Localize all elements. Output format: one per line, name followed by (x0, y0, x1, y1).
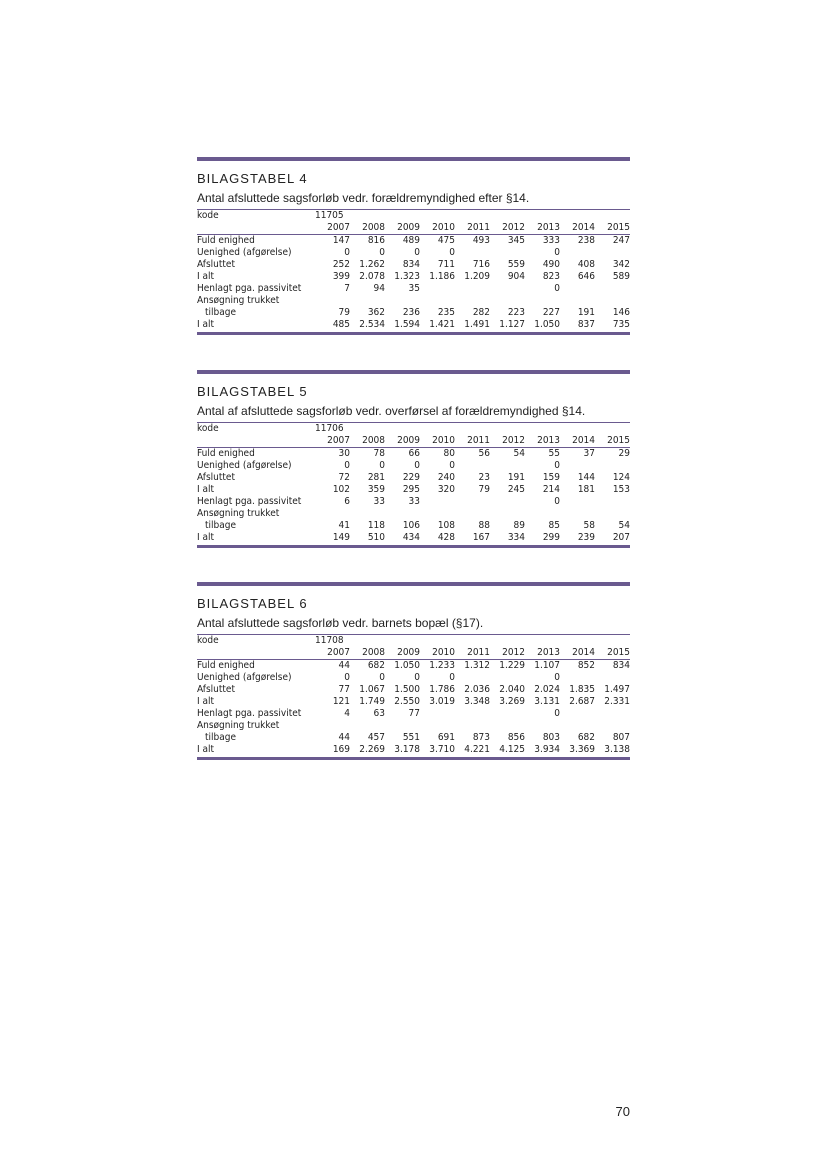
cell-value: 0 (449, 460, 455, 471)
cell-value: 33 (373, 496, 385, 507)
cell-value: 0 (554, 283, 560, 294)
row-label: I alt (197, 696, 215, 707)
cell-value (595, 672, 630, 684)
table-row (197, 247, 630, 259)
cell-value: 235 (437, 307, 455, 318)
cell-value: 54 (618, 520, 630, 531)
kode-value: 11706 (315, 423, 344, 434)
row-label: I alt (197, 319, 215, 330)
cell-value: 559 (507, 259, 525, 270)
cell-value (420, 708, 455, 720)
year-header: 2013 (537, 222, 560, 233)
cell-value: 0 (344, 672, 350, 683)
cell-value: 2.687 (569, 696, 595, 707)
cell-value: 837 (577, 319, 595, 330)
cell-value: 834 (402, 259, 420, 270)
cell-value (560, 283, 595, 295)
cell-value: 106 (402, 520, 420, 531)
cell-value: 852 (577, 660, 595, 671)
table-row (197, 672, 630, 684)
row-label: Henlagt pga. passivitet (197, 283, 302, 294)
table-row (197, 484, 630, 496)
cell-value: 816 (367, 235, 385, 246)
cell-value: 30 (338, 448, 350, 459)
cell-value (595, 708, 630, 720)
top-rule (197, 157, 630, 161)
cell-value (595, 496, 630, 508)
cell-value: 0 (344, 460, 350, 471)
cell-value: 58 (583, 520, 595, 531)
year-header: 2012 (502, 222, 525, 233)
cell-value: 589 (612, 271, 630, 282)
row-label: I alt (197, 532, 215, 543)
cell-value: 0 (379, 247, 385, 258)
cell-value: 153 (612, 484, 630, 495)
cell-value: 144 (577, 472, 595, 483)
year-header: 2010 (432, 222, 455, 233)
year-header: 2015 (607, 222, 630, 233)
cell-value (490, 496, 525, 508)
header-row-code (197, 635, 630, 647)
cell-value: 94 (373, 283, 385, 294)
row-label-continued: tilbage (205, 307, 237, 318)
cell-value: 169 (332, 744, 350, 755)
cell-value: 2.024 (534, 684, 560, 695)
cell-value: 3.710 (429, 744, 455, 755)
cell-value: 77 (338, 684, 350, 695)
cell-value: 873 (472, 732, 490, 743)
year-header: 2010 (432, 435, 455, 446)
table-row (197, 744, 630, 756)
row-label: I alt (197, 271, 215, 282)
cell-value: 807 (612, 732, 630, 743)
cell-value: 2.040 (499, 684, 525, 695)
cell-value: 191 (507, 472, 525, 483)
cell-value (560, 460, 595, 472)
cell-value: 408 (577, 259, 595, 270)
cell-value: 227 (542, 307, 560, 318)
year-header: 2011 (467, 647, 490, 658)
table-row (197, 460, 630, 472)
table-row (197, 496, 630, 508)
cell-value: 490 (542, 259, 560, 270)
cell-value: 2.078 (359, 271, 385, 282)
cell-value (455, 672, 490, 684)
cell-value (490, 672, 525, 684)
cell-value: 493 (472, 235, 490, 246)
cell-value: 0 (344, 247, 350, 258)
cell-value: 7 (344, 283, 350, 294)
cell-value: 85 (548, 520, 560, 531)
row-label: I alt (197, 744, 215, 755)
header-row-code (197, 423, 630, 435)
data-table (197, 423, 630, 544)
table-row (197, 472, 630, 484)
row-label: Fuld enighed (197, 448, 255, 459)
cell-value: 238 (577, 235, 595, 246)
kode-value: 11705 (315, 210, 344, 221)
cell-value: 434 (402, 532, 420, 543)
cell-value: 0 (554, 708, 560, 719)
year-header: 2010 (432, 647, 455, 658)
cell-value: 1.229 (499, 660, 525, 671)
bilagstabel-6 (197, 582, 630, 760)
year-header: 2008 (362, 222, 385, 233)
cell-value (490, 247, 525, 259)
cell-value: 0 (554, 460, 560, 471)
row-label: Afsluttet (197, 259, 235, 270)
cell-value: 1.127 (499, 319, 525, 330)
cell-value: 240 (437, 472, 455, 483)
table-row (197, 448, 630, 460)
cell-value: 77 (408, 708, 420, 719)
page-number: 70 (615, 1104, 630, 1119)
cell-value: 3.369 (569, 744, 595, 755)
cell-value: 0 (449, 247, 455, 258)
cell-value: 3.178 (394, 744, 420, 755)
cell-value: 0 (414, 672, 420, 683)
year-header: 2009 (397, 435, 420, 446)
cell-value: 2.036 (464, 684, 490, 695)
cell-value: 245 (507, 484, 525, 495)
cell-value: 682 (367, 660, 385, 671)
year-header: 2008 (362, 435, 385, 446)
cell-value: 1.186 (429, 271, 455, 282)
cell-value: 229 (402, 472, 420, 483)
cell-value (420, 496, 455, 508)
cell-value: 72 (338, 472, 350, 483)
row-label: Uenighed (afgørelse) (197, 672, 292, 683)
table-subtitle: Antal afsluttede sagsforløb vedr. barnets bopæl (§17). (197, 616, 484, 630)
year-header: 2007 (327, 647, 350, 658)
cell-value: 191 (577, 307, 595, 318)
cell-value: 1.050 (394, 660, 420, 671)
cell-value: 1.497 (604, 684, 630, 695)
cell-value (490, 460, 525, 472)
cell-value: 121 (332, 696, 350, 707)
row-label: Ansøgning trukket (197, 295, 280, 306)
row-label-continued: tilbage (205, 520, 237, 531)
header-spacer (197, 222, 315, 234)
cell-value: 716 (472, 259, 490, 270)
table-title: BILAGSTABEL 6 (197, 596, 308, 611)
cell-value: 146 (612, 307, 630, 318)
cell-value: 1.749 (359, 696, 385, 707)
kode-label: kode (197, 635, 219, 646)
cell-value: 80 (443, 448, 455, 459)
year-header: 2012 (502, 647, 525, 658)
cell-value: 3.019 (429, 696, 455, 707)
row-label: Uenighed (afgørelse) (197, 460, 292, 471)
cell-value (455, 708, 490, 720)
header-row-code (197, 210, 630, 222)
cell-value: 457 (367, 732, 385, 743)
row-label: Henlagt pga. passivitet (197, 708, 302, 719)
cell-value: 89 (513, 520, 525, 531)
cell-value: 0 (554, 672, 560, 683)
year-header: 2008 (362, 647, 385, 658)
bottom-rule (197, 545, 630, 548)
cell-value: 2.331 (604, 696, 630, 707)
cell-value: 334 (507, 532, 525, 543)
row-label: Afsluttet (197, 684, 235, 695)
row-label: Fuld enighed (197, 660, 255, 671)
cell-value: 428 (437, 532, 455, 543)
cell-value: 1.594 (394, 319, 420, 330)
cell-value: 856 (507, 732, 525, 743)
cell-value: 102 (332, 484, 350, 495)
cell-value: 118 (367, 520, 385, 531)
cell-value: 320 (437, 484, 455, 495)
table-row (197, 508, 630, 520)
cell-value (595, 460, 630, 472)
cell-value: 167 (472, 532, 490, 543)
cell-value: 33 (408, 496, 420, 507)
cell-value: 299 (542, 532, 560, 543)
year-header: 2011 (467, 222, 490, 233)
table-title: BILAGSTABEL 5 (197, 384, 308, 399)
cell-value: 0 (379, 460, 385, 471)
year-header: 2012 (502, 435, 525, 446)
cell-value: 1.233 (429, 660, 455, 671)
table-row (197, 520, 630, 532)
cell-value: 1.835 (569, 684, 595, 695)
data-table (197, 635, 630, 756)
cell-value: 0 (554, 496, 560, 507)
kode-label: kode (197, 210, 219, 221)
cell-value: 37 (583, 448, 595, 459)
cell-value: 0 (414, 460, 420, 471)
year-header: 2013 (537, 647, 560, 658)
table-row (197, 319, 630, 331)
cell-value: 295 (402, 484, 420, 495)
cell-value: 252 (332, 259, 350, 270)
cell-value: 0 (414, 247, 420, 258)
cell-value: 282 (472, 307, 490, 318)
table-row (197, 708, 630, 720)
cell-value: 485 (332, 319, 350, 330)
table-row (197, 720, 630, 732)
cell-value: 399 (332, 271, 350, 282)
cell-value: 79 (338, 307, 350, 318)
cell-value: 475 (437, 235, 455, 246)
cell-value: 359 (367, 484, 385, 495)
cell-value: 41 (338, 520, 350, 531)
cell-value: 214 (542, 484, 560, 495)
cell-value: 803 (542, 732, 560, 743)
cell-value: 1.491 (464, 319, 490, 330)
bilagstabel-5 (197, 370, 630, 548)
cell-value: 3.269 (499, 696, 525, 707)
cell-value: 35 (408, 283, 420, 294)
table-title: BILAGSTABEL 4 (197, 171, 308, 186)
cell-value (455, 283, 490, 295)
cell-value: 239 (577, 532, 595, 543)
year-header: 2009 (397, 647, 420, 658)
year-header: 2014 (572, 222, 595, 233)
cell-value: 108 (437, 520, 455, 531)
cell-value: 247 (612, 235, 630, 246)
cell-value: 159 (542, 472, 560, 483)
cell-value: 78 (373, 448, 385, 459)
cell-value (560, 672, 595, 684)
cell-value (595, 283, 630, 295)
table-row (197, 532, 630, 544)
bilagstabel-4 (197, 157, 630, 335)
bottom-rule (197, 332, 630, 335)
cell-value (420, 283, 455, 295)
cell-value: 711 (437, 259, 455, 270)
cell-value: 4.221 (464, 744, 490, 755)
table-row (197, 271, 630, 283)
table-row (197, 295, 630, 307)
cell-value: 510 (367, 532, 385, 543)
table-row (197, 283, 630, 295)
cell-value: 44 (338, 660, 350, 671)
cell-value: 3.348 (464, 696, 490, 707)
cell-value: 29 (618, 448, 630, 459)
cell-value: 342 (612, 259, 630, 270)
cell-value: 1.323 (394, 271, 420, 282)
cell-value: 489 (402, 235, 420, 246)
header-row-years (197, 222, 630, 234)
table-row (197, 235, 630, 247)
cell-value: 3.131 (534, 696, 560, 707)
year-header: 2014 (572, 435, 595, 446)
cell-value: 2.550 (394, 696, 420, 707)
row-label-continued: tilbage (205, 732, 237, 743)
cell-value: 1.067 (359, 684, 385, 695)
cell-value: 1.421 (429, 319, 455, 330)
cell-value: 149 (332, 532, 350, 543)
year-header: 2013 (537, 435, 560, 446)
cell-value (560, 247, 595, 259)
year-header: 2015 (607, 435, 630, 446)
cell-value: 1.050 (534, 319, 560, 330)
row-label: Uenighed (afgørelse) (197, 247, 292, 258)
table-subtitle: Antal afsluttede sagsforløb vedr. forældremyndighed efter §14. (197, 191, 530, 205)
cell-value: 1.209 (464, 271, 490, 282)
table-row (197, 732, 630, 744)
cell-value: 0 (379, 672, 385, 683)
table-subtitle: Antal af afsluttede sagsforløb vedr. overførsel af forældremyndighed §14. (197, 404, 586, 418)
cell-value (560, 496, 595, 508)
cell-value: 0 (449, 672, 455, 683)
cell-value: 207 (612, 532, 630, 543)
cell-value: 1.262 (359, 259, 385, 270)
cell-value: 646 (577, 271, 595, 282)
cell-value: 3.934 (534, 744, 560, 755)
table-row (197, 259, 630, 271)
table-row (197, 696, 630, 708)
cell-value: 56 (478, 448, 490, 459)
cell-value: 44 (338, 732, 350, 743)
top-rule (197, 370, 630, 374)
data-table (197, 210, 630, 331)
row-label: Afsluttet (197, 472, 235, 483)
cell-value (595, 247, 630, 259)
row-label: Ansøgning trukket (197, 508, 280, 519)
row-label: Fuld enighed (197, 235, 255, 246)
cell-value (560, 708, 595, 720)
year-header: 2009 (397, 222, 420, 233)
kode-label: kode (197, 423, 219, 434)
cell-value: 54 (513, 448, 525, 459)
cell-value: 181 (577, 484, 595, 495)
cell-value: 1.786 (429, 684, 455, 695)
header-spacer (197, 647, 315, 659)
cell-value: 66 (408, 448, 420, 459)
header-spacer (197, 435, 315, 447)
top-rule (197, 582, 630, 586)
cell-value: 223 (507, 307, 525, 318)
cell-value: 236 (402, 307, 420, 318)
header-row-years (197, 647, 630, 659)
cell-value (490, 283, 525, 295)
cell-value: 1.500 (394, 684, 420, 695)
row-label: Ansøgning trukket (197, 720, 280, 731)
kode-value: 11708 (315, 635, 344, 646)
year-header: 2007 (327, 435, 350, 446)
cell-value: 3.138 (604, 744, 630, 755)
cell-value: 823 (542, 271, 560, 282)
table-row (197, 684, 630, 696)
cell-value: 23 (478, 472, 490, 483)
cell-value: 79 (478, 484, 490, 495)
cell-value: 281 (367, 472, 385, 483)
cell-value: 682 (577, 732, 595, 743)
cell-value (455, 496, 490, 508)
cell-value: 55 (548, 448, 560, 459)
cell-value: 2.534 (359, 319, 385, 330)
cell-value: 147 (332, 235, 350, 246)
cell-value: 4.125 (499, 744, 525, 755)
cell-value: 345 (507, 235, 525, 246)
table-row (197, 307, 630, 319)
cell-value: 4 (344, 708, 350, 719)
cell-value: 551 (402, 732, 420, 743)
year-header: 2014 (572, 647, 595, 658)
year-header: 2007 (327, 222, 350, 233)
bottom-rule (197, 757, 630, 760)
year-header: 2011 (467, 435, 490, 446)
cell-value: 691 (437, 732, 455, 743)
header-row-years (197, 435, 630, 447)
row-label: Henlagt pga. passivitet (197, 496, 302, 507)
cell-value (455, 460, 490, 472)
cell-value: 6 (344, 496, 350, 507)
cell-value (455, 247, 490, 259)
cell-value: 63 (373, 708, 385, 719)
cell-value: 1.107 (534, 660, 560, 671)
cell-value: 2.269 (359, 744, 385, 755)
year-header: 2015 (607, 647, 630, 658)
cell-value: 362 (367, 307, 385, 318)
row-label: I alt (197, 484, 215, 495)
cell-value: 124 (612, 472, 630, 483)
cell-value: 834 (612, 660, 630, 671)
cell-value: 0 (554, 247, 560, 258)
cell-value: 333 (542, 235, 560, 246)
table-row (197, 660, 630, 672)
cell-value (490, 708, 525, 720)
cell-value: 735 (612, 319, 630, 330)
cell-value: 1.312 (464, 660, 490, 671)
cell-value: 904 (507, 271, 525, 282)
cell-value: 88 (478, 520, 490, 531)
